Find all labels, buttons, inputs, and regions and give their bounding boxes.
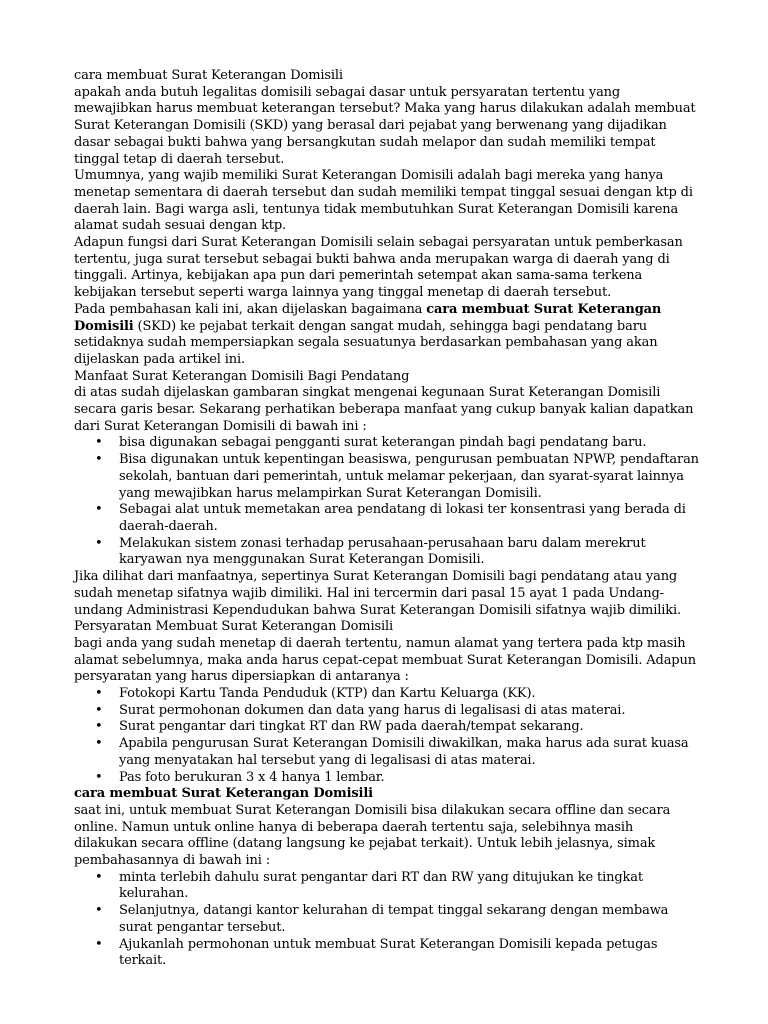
paragraph-function: Adapun fungsi dari Surat Keterangan Domisili selain sebagai persyaratan untuk pemberkasan tertentu, juga surat tersebut sebagai bukti bahwa anda merupakan warga di daerah yang di tinggali. Artinya, kebijakan apa pun dari pemerintah setempat akan sama-sama terkena kebijakan tersebut seperti warga lainnya yang tinggal menetap di daerah tersebut. [74, 235, 683, 301]
list-item [95, 719, 699, 736]
heading-cara: cara membuat Surat Keterangan Domisili [74, 786, 373, 802]
bullet-icon: • [95, 936, 103, 952]
list-item [95, 435, 699, 452]
bullet-icon: • [95, 719, 103, 735]
bullet-icon: • [95, 502, 103, 518]
list-item-text: Pas foto berukuran 3 x 4 hanya 1 lembar. [119, 769, 385, 785]
paragraph-cara-intro: saat ini, untuk membuat Surat Keterangan Domisili bisa dilakukan secara offline dan secara online. Namun untuk online hanya di beberapa daerah tertentu saja, selebihnya masih dilakukan secara offline (datang langsung ke pejabat terkait). Untuk lebih jelasnya, simak pembahasannya di bawah ini : [74, 802, 671, 869]
list-item-text: minta terlebih dahulu surat pengantar dari RT dan RW yang ditujukan ke tingkat kelurahan. [119, 869, 643, 902]
paragraph-intro: apakah anda butuh legalitas domisili sebagai dasar untuk persyaratan tertentu yang mewajibkan harus membuat keterangan tersebut? Maka yang harus dilakukan adalah membuat Surat Keterangan Domisili (SKD) yang berasal dari pejabat yang berwenang yang dijadikan dasar sebagai bukti bahwa yang bersangkutan sudah melapor dan sudah memiliki tempat tinggal tetap di daerah tersebut. [74, 84, 696, 167]
paragraph-manfaat-intro: di atas sudah dijelaskan gambaran singkat mengenai kegunaan Surat Keterangan Domisili secara garis besar. Sekarang perhatikan beberapa manfaat yang cukup banyak kalian dapatkan dari Surat Keterangan Domisili di bawah ini : [74, 385, 694, 434]
list-manfaat [74, 435, 699, 569]
bullet-icon: • [95, 769, 103, 785]
list-item-text: Melakukan sistem zonasi terhadap perusahaan-perusahaan baru dalam merekrut karyawan nya menggunakan Surat Keterangan Domisili. [119, 535, 646, 568]
list-item-text: Surat permohonan dokumen dan data yang harus di legalisasi di atas materai. [119, 702, 626, 718]
bullet-icon: • [95, 535, 103, 551]
bullet-icon: • [95, 702, 103, 718]
document-title: cara membuat Surat Keterangan Domisili [74, 68, 343, 83]
bullet-icon: • [95, 903, 103, 919]
list-item [95, 869, 699, 903]
list-item [95, 502, 699, 535]
list-item-text: Surat pengantar dari tingkat RT dan RW pada daerah/tempat sekarang. [119, 719, 584, 735]
list-item [95, 736, 699, 769]
list-item-text: Ajukanlah permohonan untuk membuat Surat Keterangan Domisili kepada petugas terkait. [119, 936, 658, 969]
list-item [95, 903, 699, 936]
heading-persyaratan: Persyaratan Membuat Surat Keterangan Domisili [74, 619, 394, 635]
list-item [95, 686, 699, 703]
paragraph-persyaratan-intro: bagi anda yang sudah menetap di daerah tertentu, namun alamat yang tertera pada ktp masih alamat sebelumnya, maka anda harus cepat-cepat membuat Surat Keterangan Domisili. Adapun persyaratan yang harus dipersiapkan di antaranya : [74, 635, 696, 685]
list-item-text: Apabila pengurusan Surat Keterangan Domisili diwakilkan, maka harus ada surat kuasa yang menyatakan hal tersebut yang di legalisasi di atas materai. [119, 736, 689, 768]
paragraph-discussion [74, 302, 699, 369]
paragraph-discussion-post: (SKD) ke pejabat terkait dengan sangat mudah, sehingga bagi pendatang baru setidaknya sudah mempersiapkan segala sesuatunya berdasarkan pembahasan yang akan dijelaskan pada artikel ini. [74, 318, 658, 367]
paragraph-discussion-pre: Pada pembahasan kali ini, akan dijelaskan bagaimana [74, 301, 427, 317]
document-body [74, 68, 699, 970]
list-item [95, 936, 699, 970]
list-cara [74, 870, 699, 970]
list-item-text: Sebagai alat untuk memetakan area pendatang di lokasi ter konsentrasi yang berada di daerah-daerah. [119, 502, 686, 534]
list-item [95, 769, 699, 787]
paragraph-discussion-bold: cara membuat Surat Keterangan Domisili [74, 301, 662, 334]
list-item [95, 535, 699, 569]
list-item-text: bisa digunakan sebagai pengganti surat keterangan pindah bagi pendatang baru. [119, 435, 647, 451]
list-item-text: Bisa digunakan untuk kepentingan beasiswa, pengurusan pembuatan NPWP, pendaftaran sekolah, bantuan dari pemerintah, untuk melamar pekerjaan, dan syarat-syarat lainnya yang mewajibkan harus melampirkan Surat Keterangan Domisili. [119, 452, 699, 501]
paragraph-who-needs: Umumnya, yang wajib memiliki Surat Keterangan Domisili adalah bagi mereka yang hanya menetap sementara di daerah tersebut dan sudah memiliki tempat tinggal sesuai dengan ktp di daerah lain. Bagi warga asli, tentunya tidak membutuhkan Surat Keterangan Domisili karena alamat sudah sesuai dengan ktp. [74, 168, 693, 234]
bullet-icon: • [95, 736, 103, 752]
heading-manfaat: Manfaat Surat Keterangan Domisili Bagi Pendatang [74, 368, 410, 384]
paragraph-manfaat-summary: Jika dilihat dari manfaatnya, sepertinya Surat Keterangan Domisili bagi pendatang atau yang sudah menetap sifatnya wajib dimiliki. Hal ini tercermin dari pasal 15 ayat 1 pada Undang-undang Administrasi Kependudukan bahwa Surat Keterangan Domisili sifatnya wajib dimiliki. [74, 569, 681, 618]
bullet-icon: • [95, 686, 103, 702]
bullet-icon: • [95, 435, 103, 451]
bullet-icon: • [95, 452, 103, 468]
list-item-text: Fotokopi Kartu Tanda Penduduk (KTP) dan Kartu Keluarga (KK). [119, 686, 536, 702]
list-item-text: Selanjutnya, datangi kantor kelurahan di tempat tinggal sekarang dengan membawa surat pengantar tersebut. [119, 903, 669, 935]
bullet-icon: • [95, 869, 103, 885]
list-persyaratan [74, 686, 699, 786]
list-item [95, 702, 699, 720]
list-item [95, 452, 699, 502]
